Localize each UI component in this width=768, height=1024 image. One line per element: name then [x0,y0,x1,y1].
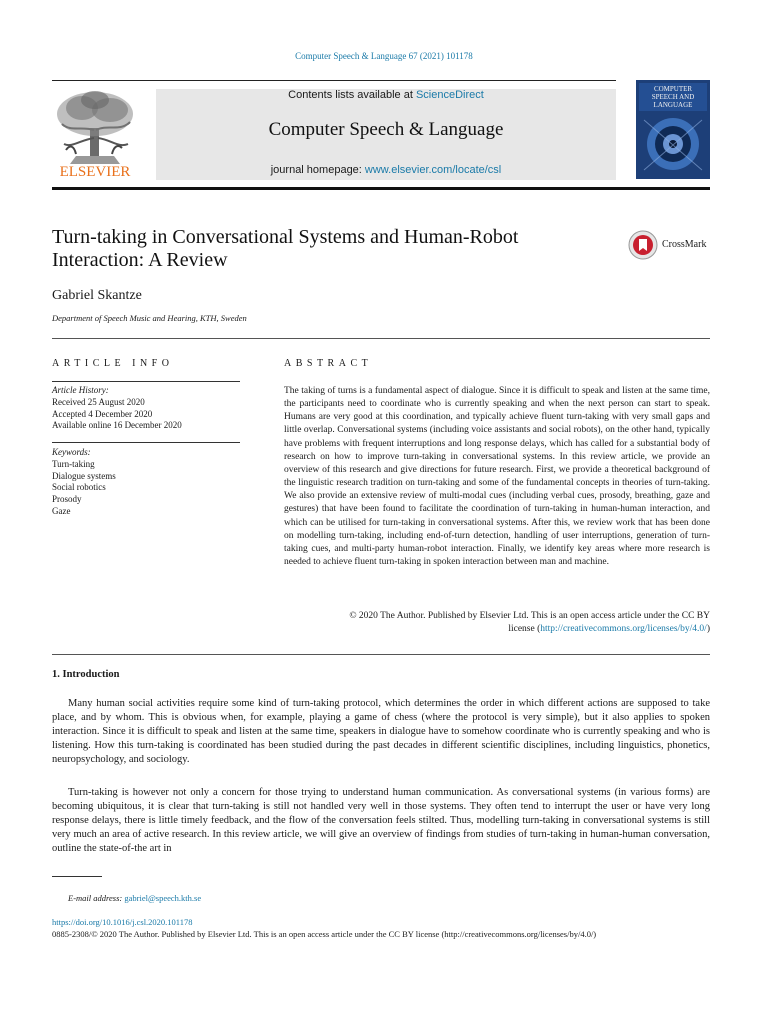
elsevier-wordmark: ELSEVIER [59,164,131,180]
article-title-line-1: Turn-taking in Conversational Systems and Human-Robot [52,226,519,248]
history-received: Received 25 August 2020 [52,396,145,407]
top-rule [52,80,616,81]
journal-banner [156,89,616,180]
introduction-heading: 1. Introduction [52,669,120,680]
cover-title: COMPUTER SPEECH AND LANGUAGE [651,85,695,109]
abstract-bottom-rule [52,654,710,655]
keyword-item: Social robotics [52,482,106,493]
keywords-label: Keywords: [52,447,91,457]
article-info-rule-mid [52,442,240,443]
doi-link[interactable]: https://doi.org/10.1016/j.csl.2020.101178 [52,917,193,927]
history-accepted: Accepted 4 December 2020 [52,408,153,419]
footnote-rule [52,876,102,877]
intro-paragraph-1: Many human social activities require some kind of turn-taking protocol, which determines the order in which different actions are supposed to take place, and by whom. This is obvious when, for example, playing a game of chess (where the protocol is very simple), but it also applies to spoken interaction. Since it is difficult to speak and listen at the same time, speakers in dialogue have to somehow coordinate who is currently speaking and who is listening. How this turn-taking is coordinated has been studied during the past decades in different scientific disciplines, including linguistics, phonetics, neuropsychology, and sociology. [52,698,710,766]
contents-available [156,89,616,101]
crossmark-label: CrossMark [662,239,707,250]
article-title-line-2: Interaction: A Review [52,249,228,271]
article-info-rule-top [52,381,240,382]
history-label: Article History: [52,385,109,395]
keyword-item: Dialogue systems [52,470,116,481]
email-link[interactable]: gabriel@speech.kth.se [124,893,202,903]
abstract-text: The taking of turns is a fundamental aspect of dialogue. Since it is difficult to speak and listen at the same time, the participants need to coordinate who is currently speaking and when the next person can start to speak. Humans are very good at this coordination, and typically achieve fluent turn-taking with very small gaps and little overlap. Conversational systems (including voice assistants and social robots), on the other hand, typically have problems with frequent interruptions and long response delays, which has called for a substantial body of research on how to improve turn-taking in conversational systems. In this review article, we provide an overview of this research and give directions for future research. First, we provide a theoretical background of the linguistic research tradition on turn-taking and some of the fundamental concepts in theories of turn-taking. We also provide an extensive review of multi-modal cues (including verbal cues, prosody, breathing, gaze and gestures) that have been found to facilitate the coordination of turn-taking in human-human interaction, and which can be utilised for turn-taking in conversational systems. After this, we review work that has been done on modelling turn-taking, including end-of-turn detection, handling of user interruptions, generation of turn-taking cues, and multi-party human-robot interaction. Finally, we identify key areas where more research is needed to achieve fluent turn-taking in spoken interaction between man and machine. [284,386,710,568]
abstract-copyright [284,610,710,636]
copyright-prefix: license ( [508,624,541,635]
author-affiliation: Department of Speech Music and Hearing, KTH, Sweden [52,313,247,323]
journal-cover[interactable] [636,80,710,179]
copyright-suffix: ) [706,624,710,635]
elsevier-logo[interactable] [52,88,138,180]
article-history [52,385,182,432]
homepage-link[interactable]: www.elsevier.com/locate/csl [364,164,502,176]
keywords [52,447,116,518]
crossmark-badge[interactable] [628,230,710,260]
contents-prefix: Contents lists available at [288,89,416,101]
history-available: Available online 16 December 2020 [52,420,182,431]
abstract-heading: ABSTRACT [284,358,373,369]
keyword-item: Turn-taking [52,458,95,469]
keyword-item: Gaze [52,505,71,516]
section-rule [52,338,710,339]
copyright-line-1: © 2020 The Author. Published by Elsevier Ltd. This is an open access article under the CC BY [349,611,710,621]
journal-homepage [156,164,616,176]
article-title [52,226,592,272]
journal-title: Computer Speech & Language [268,119,504,140]
copyright-line-2 [284,623,710,636]
keyword-item: Prosody [52,494,82,505]
homepage-prefix: journal homepage: [270,164,365,176]
sciencedirect-link[interactable]: ScienceDirect [415,89,484,101]
email-footnote [68,893,201,903]
article-info-heading: ARTICLE INFO [52,358,174,369]
issn-copyright: 0885-2308/© 2020 The Author. Published by Elsevier Ltd. This is an open access article under the CC BY license (http://creativecommons.org/licenses/by/4.0/) [52,929,597,939]
intro-paragraph-2: Turn-taking is however not only a concern for those trying to understand human communication. As conversational systems (in various forms) are becoming ubiquitous, it is clear that turn-taking is still not handled very well in those systems. They often tend to interrupt the user or have very long response delays, there is little timely feedback, and the flow of the conversation feels stilted. Thus, modelling turn-taking in conversational systems is still very much an area of active research. In this review article, we will give an overview of findings from studies of turn-taking in human-human conversation, outline the state-of-the art in [52,787,710,855]
email-label: E-mail address: [68,893,125,903]
cc-license-link[interactable]: http://creativecommons.org/licenses/by/4.0/ [540,624,707,635]
crossmark-icon [628,230,658,260]
journal-citation[interactable]: Computer Speech & Language 67 (2021) 101178 [295,51,473,61]
author-name[interactable]: Gabriel Skantze [52,288,142,303]
header-thick-rule [52,187,710,190]
